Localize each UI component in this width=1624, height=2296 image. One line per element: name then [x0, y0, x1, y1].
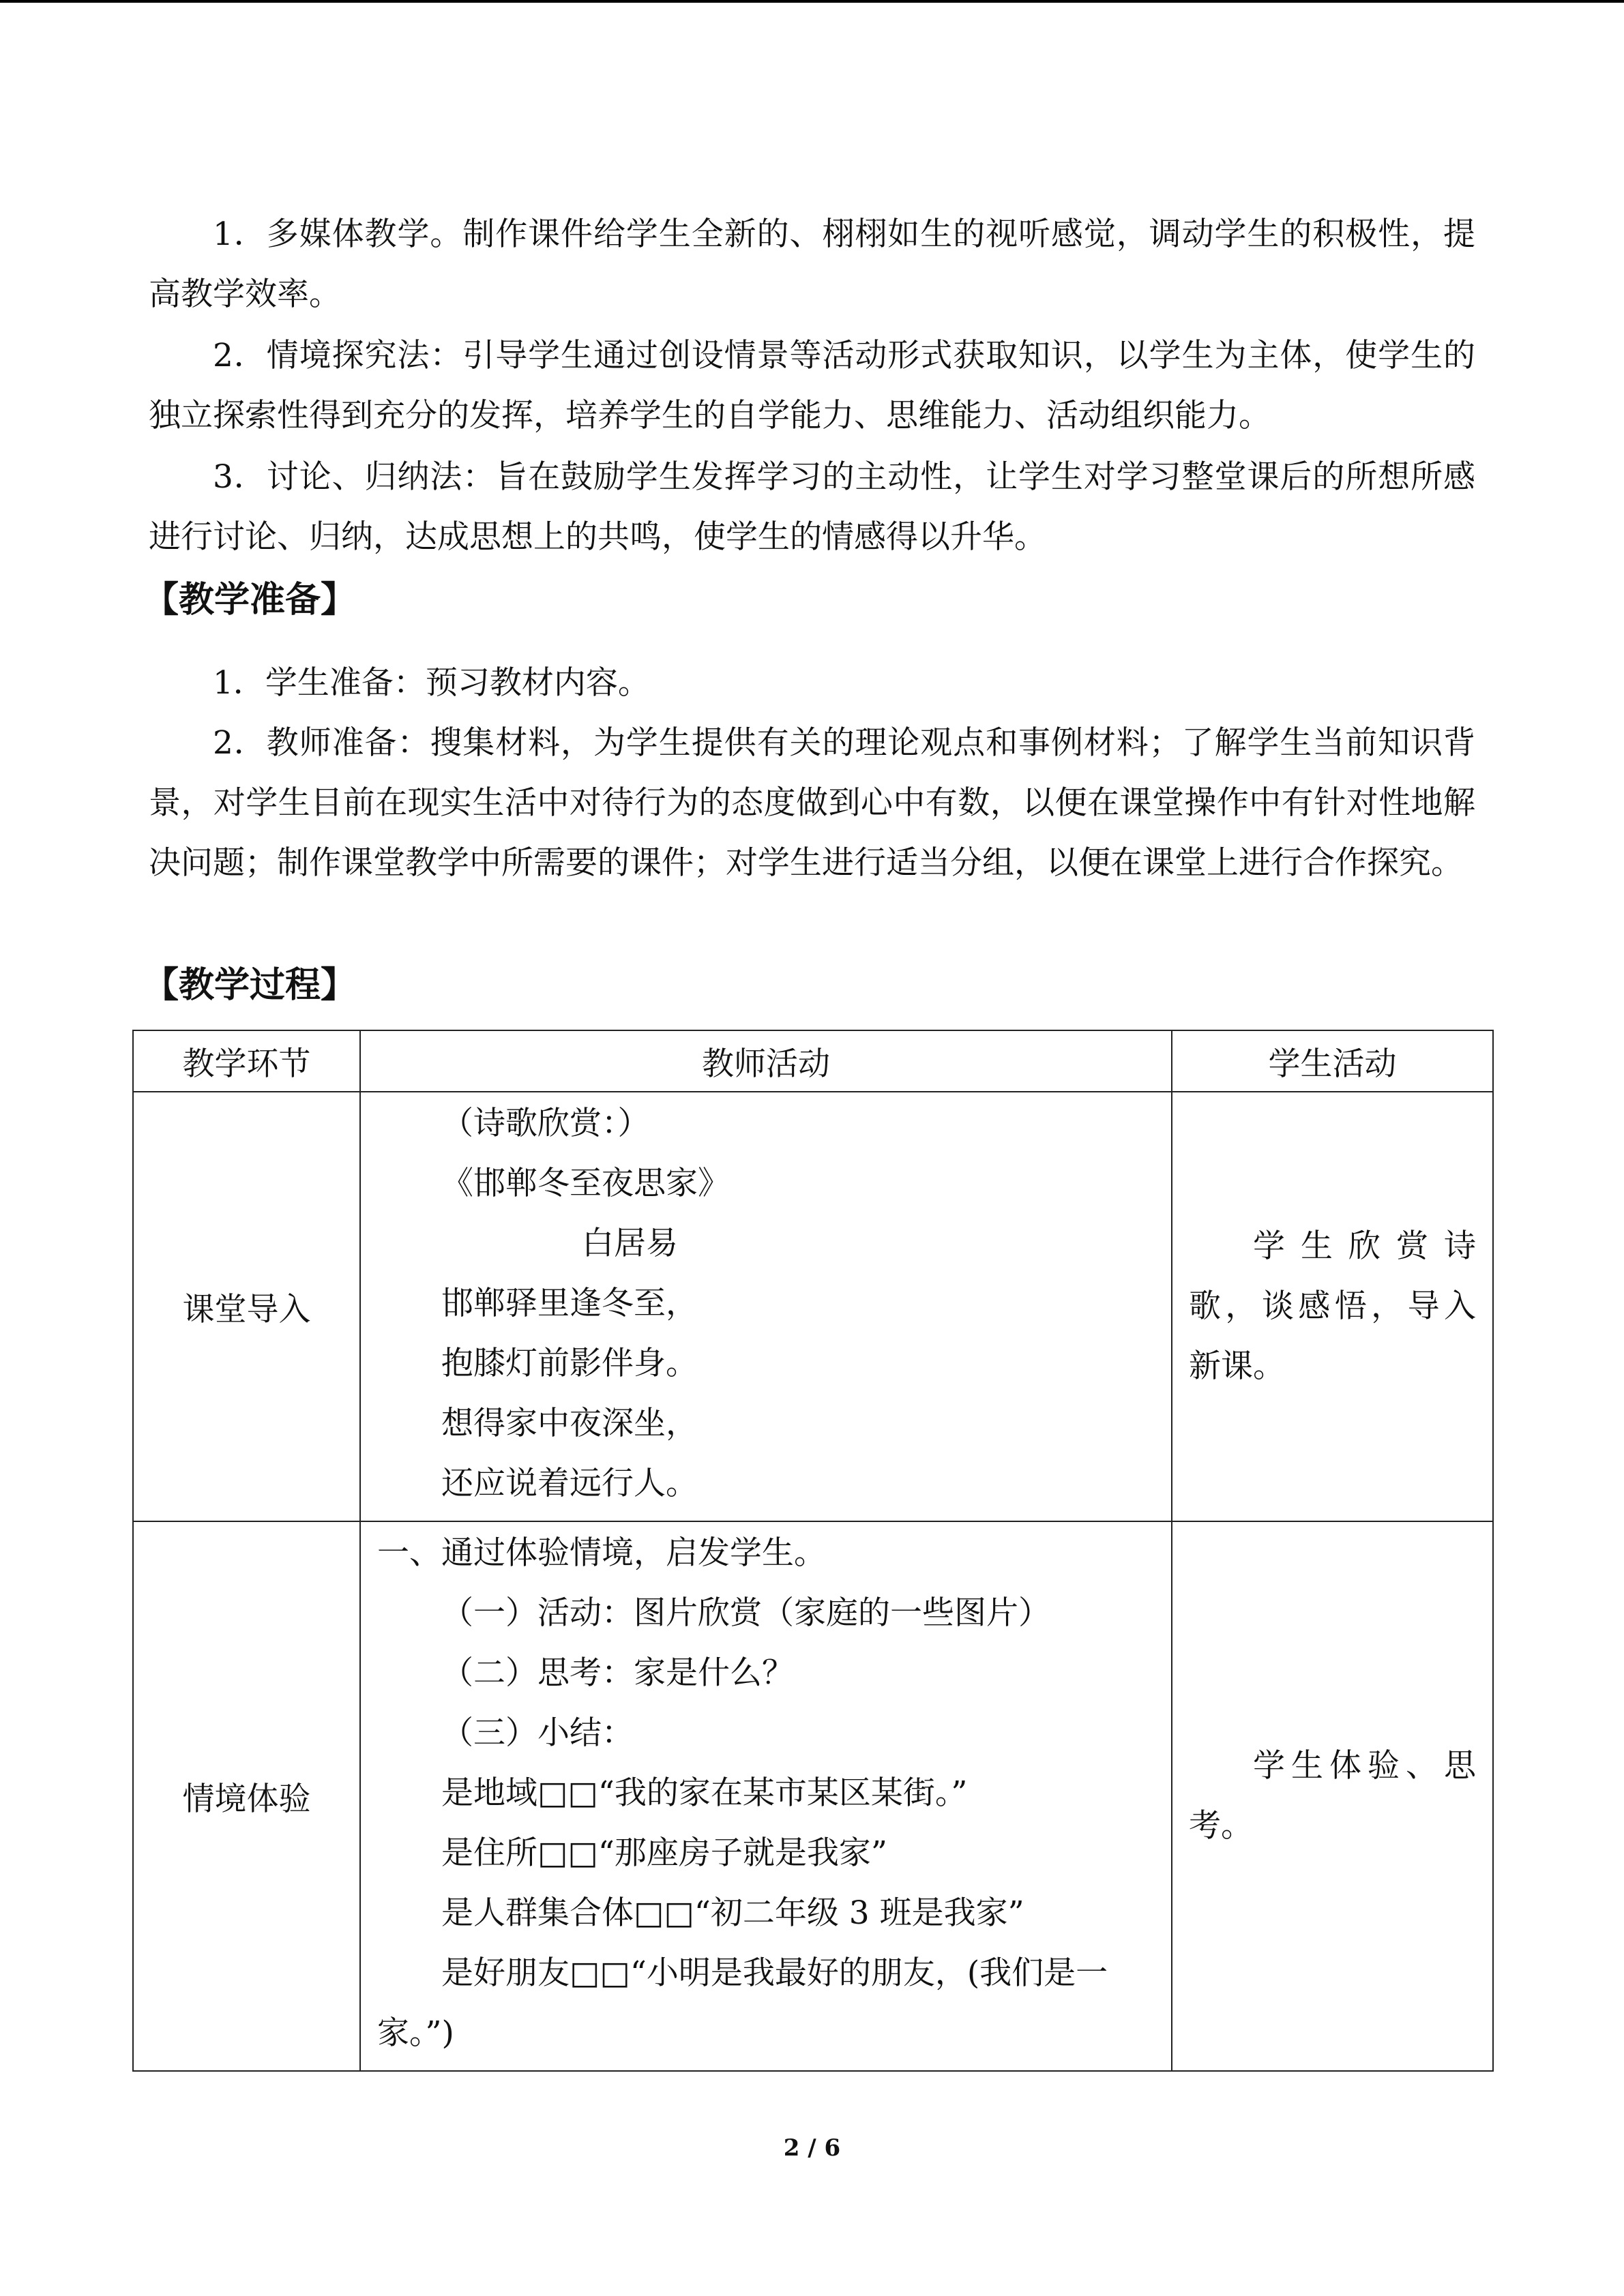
- student-activity-cell: [1172, 1092, 1493, 1521]
- stage-cell: 情境体验: [133, 1521, 360, 2071]
- header-stage: 教学环节: [133, 1030, 360, 1092]
- table-row: [133, 1521, 1493, 2071]
- process-heading: 【教学过程】: [143, 965, 357, 1006]
- lesson-process-table: [132, 1030, 1494, 2072]
- student-activity-text: 学生欣赏诗歌，谈感悟，导入新课。: [1189, 1227, 1476, 1385]
- page-number: 2 / 6: [783, 2134, 841, 2162]
- teacher-activity-cell: [360, 1092, 1172, 1521]
- activity-line-3: （二）思考：家是什么？: [441, 1654, 794, 1692]
- prep-paragraph-2: 2．教师准备：搜集材料，为学生提供有关的理论观点和事例材料；了解学生当前知识背景，对学生目前在现实生活中对待行为的态度做到心中有数，以便在课堂操作中有针对性地解决问题；制作课堂教学中所需要的课件；对学生进行适当分组，以便在课堂上进行合作探究。: [149, 724, 1475, 882]
- table-row: [133, 1092, 1493, 1521]
- poem-intro-line: （诗歌欣赏：）: [441, 1105, 650, 1142]
- table-header-row: [133, 1030, 1493, 1092]
- prep-heading: 【教学准备】: [143, 580, 357, 621]
- poem-line-2: 抱膝灯前影伴身。: [441, 1345, 698, 1382]
- poem-author: 白居易: [582, 1225, 678, 1262]
- stage-cell: 课堂导入: [133, 1092, 360, 1521]
- activity-line-6: 是住所□□“那座房子就是我家”: [441, 1834, 887, 1872]
- poem-line-3: 想得家中夜深坐，: [441, 1405, 698, 1442]
- method-paragraph-2: 2．情境探究法：引导学生通过创设情景等活动形式获取知识，以学生为主体，使学生的独立探索性得到充分的发挥，培养学生的自学能力、思维能力、活动组织能力。: [149, 337, 1475, 434]
- method-paragraph-1: 1．多媒体教学。制作课件给学生全新的、栩栩如生的视听感觉，调动学生的积极性，提高教学效率。: [149, 215, 1475, 313]
- activity-line-7: 是人群集合体□□“初二年级 3 班是我家”: [441, 1894, 1024, 1932]
- header-student-activity: 学生活动: [1172, 1030, 1493, 1092]
- prep-paragraph-1: 1．学生准备：预习教材内容。: [213, 664, 650, 702]
- poem-line-1: 邯郸驿里逢冬至，: [441, 1285, 698, 1322]
- activity-line-1: 一、通过体验情境，启发学生。: [377, 1534, 826, 1572]
- activity-line-4: （三）小结：: [441, 1714, 634, 1752]
- student-activity-text: 学生体验、思考。: [1189, 1747, 1476, 1845]
- header-teacher-activity: 教师活动: [360, 1030, 1172, 1092]
- activity-line-2: （一）活动：图片欣赏（家庭的一些图片）: [441, 1594, 1050, 1632]
- student-activity-cell: [1172, 1521, 1493, 2071]
- poem-line-4: 还应说着远行人。: [441, 1465, 698, 1502]
- activity-line-5: 是地域□□“我的家在某市某区某街。”: [441, 1774, 968, 1812]
- poem-title: 《邯郸冬至夜思家》: [441, 1165, 730, 1202]
- top-border-line: [0, 0, 1624, 3]
- activity-line-8: 是好朋友□□“小明是我最好的朋友，(我们是一家。”): [377, 1954, 1108, 2052]
- teacher-activity-cell: [360, 1521, 1172, 2071]
- method-paragraph-3: 3．讨论、归纳法：旨在鼓励学生发挥学习的主动性，让学生对学习整堂课后的所想所感进行讨论、归纳，达成思想上的共鸣，使学生的情感得以升华。: [149, 458, 1475, 556]
